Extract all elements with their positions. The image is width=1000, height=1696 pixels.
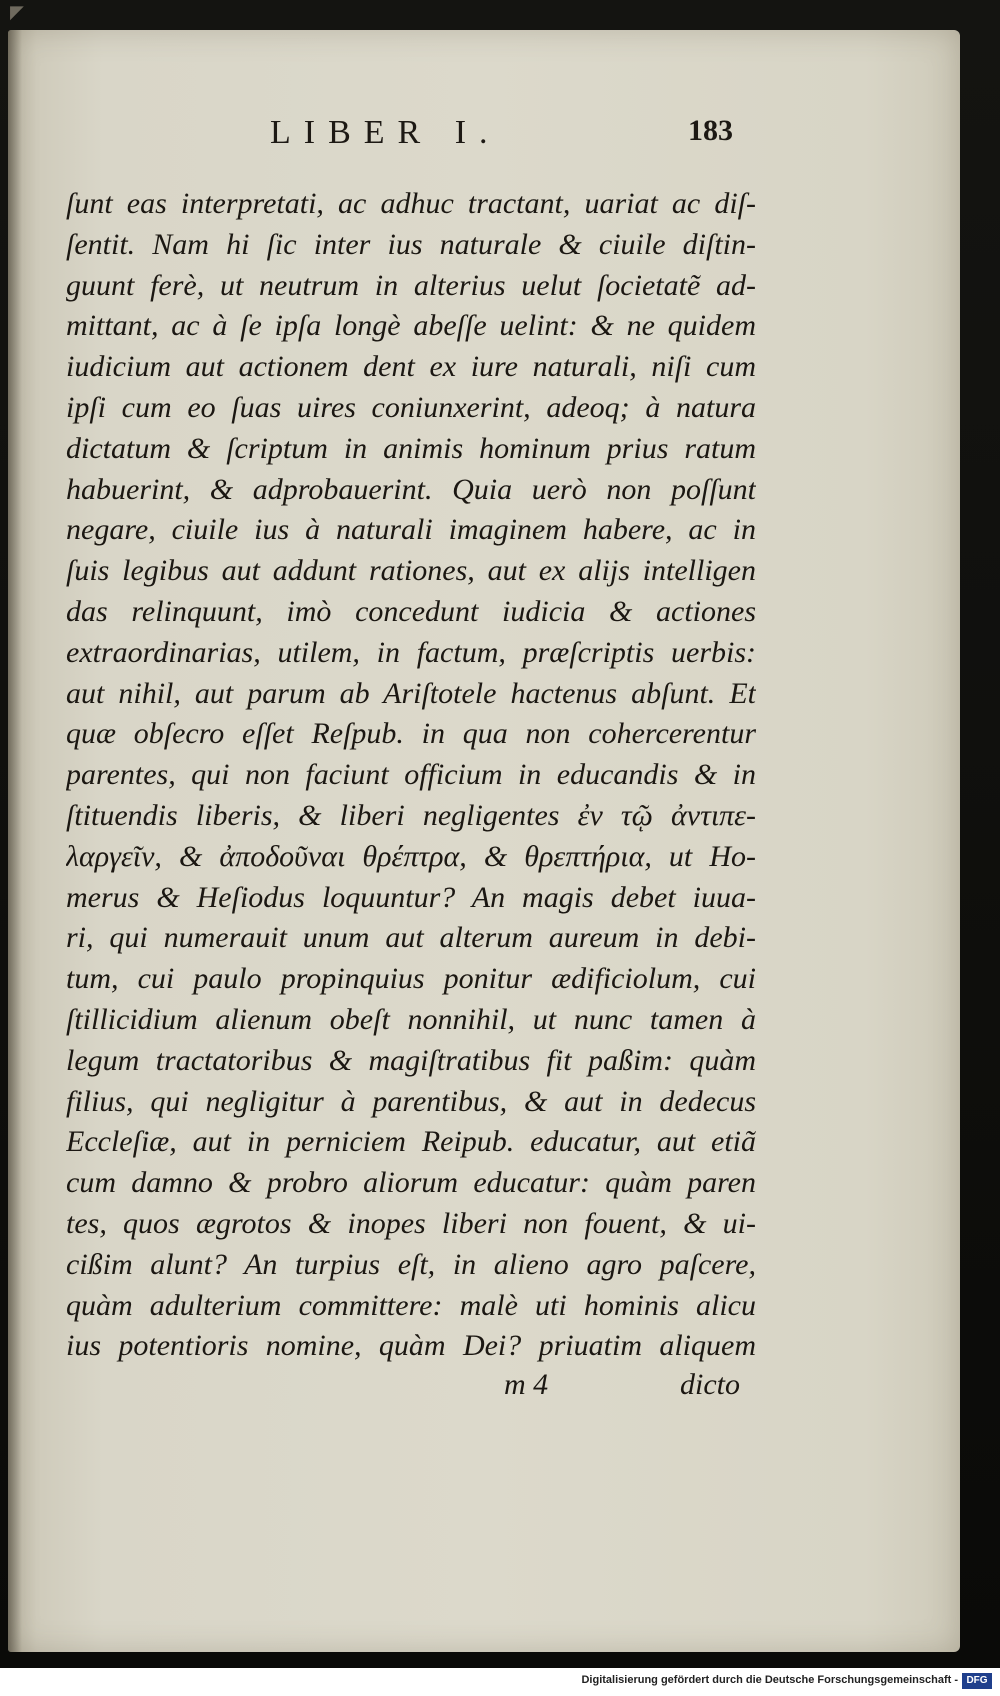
signature-mark: m 4 xyxy=(504,1368,549,1401)
text-line: legum tractatoribus & magiſtratibus fit paßim: quàm xyxy=(66,1043,756,1077)
text-line: ipſi cum eo ſuas uires coniunxerint, adeoq; à natura xyxy=(66,390,756,424)
catchword: dicto xyxy=(680,1368,740,1401)
text-line: quàm adulterium committere: malè uti hominis alicu xyxy=(66,1288,756,1322)
text-line: ſtituendis liberis, & liberi negligentes ἐν τῷ ἀντιπε- xyxy=(66,798,756,832)
text-line: cißim alunt? An turpius eſt, in alieno agro paſcere, xyxy=(66,1247,756,1281)
text-line: ius potentioris nomine, quàm Dei? priuatim aliquem xyxy=(66,1329,756,1363)
text-line: merus & Heſiodus loquuntur? An magis debet iuua- xyxy=(66,880,756,914)
text-line: ſtillicidium alienum obeſt nonnihil, ut nunc tamen à xyxy=(66,1002,756,1036)
text-line: extraordinarias, utilem, in factum, præſcriptis uerbis: xyxy=(66,635,756,669)
text-line: parentes, qui non faciunt officium in educandis & in xyxy=(66,758,756,792)
page-footer xyxy=(8,1368,960,1412)
text-line: ſentit. Nam hi ſic inter ius naturale & ciuile diſtin- xyxy=(66,227,756,261)
text-line: λαργεῖν, & ἀποδοῦναι θρέπτρα, & θρεπτήρια, ut Ho- xyxy=(66,839,756,873)
text-line: Eccleſiæ, aut in perniciem Reipub. educatur, aut etiã xyxy=(66,1125,756,1159)
credit-text: Digitalisierung gefördert durch die Deutsche Forschungsgemeinschaft - xyxy=(581,1674,958,1686)
text-line: dictatum & ſcriptum in animis hominum prius ratum xyxy=(66,431,756,465)
corner-arrow-icon: ◤ xyxy=(10,2,24,23)
text-line: filius, qui negligitur à parentibus, & aut in dedecus xyxy=(66,1084,756,1118)
text-line: das relinquunt, imò concedunt iudicia & actiones xyxy=(66,594,756,628)
text-line: mittant, ac à ſe ipſa longè abeſſe uelint: & ne quidem xyxy=(66,309,756,343)
text-line: ri, qui numerauit unum aut alterum aureum in debi- xyxy=(66,921,756,955)
text-line: ſuis legibus aut addunt rationes, aut ex alijs intelligen xyxy=(66,554,756,588)
folio-number: 183 xyxy=(688,114,733,147)
book-page xyxy=(8,30,960,1652)
text-line: tes, quos ægrotos & inopes liberi non fouent, & ui- xyxy=(66,1206,756,1240)
text-line: tum, cui paulo propinquius ponitur ædificiolum, cui xyxy=(66,962,756,996)
text-line: habuerint, & adprobauerint. Quia uerò non poſſunt xyxy=(66,472,756,506)
page-header xyxy=(8,114,960,164)
text-line: ſunt eas interpretati, ac adhuc tractant, uariat ac diſ- xyxy=(66,187,756,220)
text-line: quæ obſecro eſſet Reſpub. in qua non cohercerentur xyxy=(66,717,756,751)
running-head: LIBER I. xyxy=(270,114,501,151)
text-line: guunt ferè, ut neutrum in alterius uelut ſocietatẽ ad- xyxy=(66,268,756,302)
body-text xyxy=(66,184,756,1367)
dfg-logo-icon: DFG xyxy=(962,1673,992,1689)
text-line: negare, ciuile ius à naturali imaginem habere, ac in xyxy=(66,513,756,547)
text-line: iudicium aut actionem dent ex iure naturali, niſi cum xyxy=(66,350,756,384)
credit-bar xyxy=(0,1668,1000,1696)
text-line: cum damno & probro aliorum educatur: quàm paren xyxy=(66,1166,756,1200)
text-line: aut nihil, aut parum ab Ariſtotele hactenus abſunt. Et xyxy=(66,676,756,710)
